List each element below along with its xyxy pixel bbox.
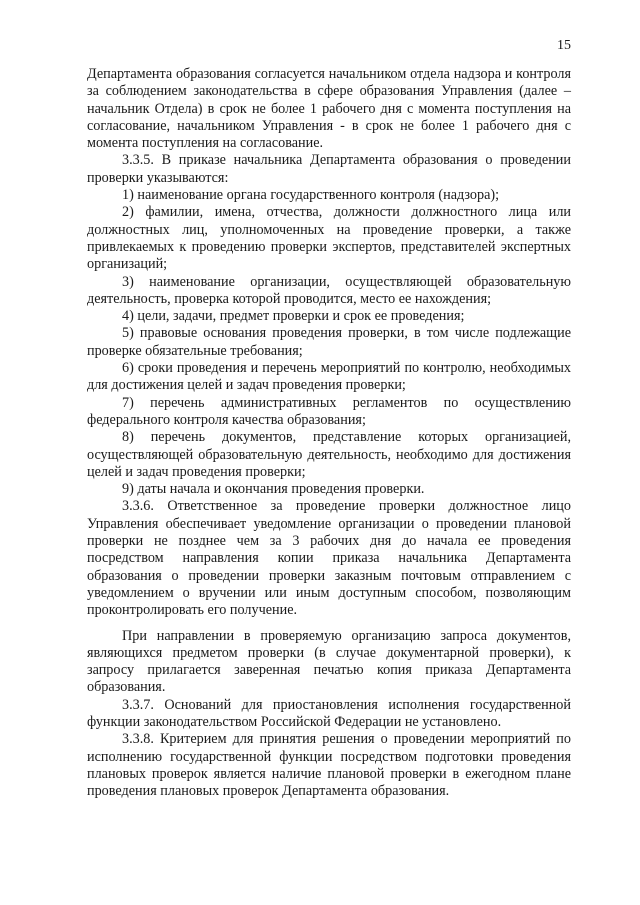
list-item-6: 6) сроки проведения и перечень мероприятий по контролю, необходимых для достижения целей и задач проведения проверки; [87, 360, 571, 394]
list-item-4: 4) цели, задачи, предмет проверки и срок ее проведения; [122, 308, 465, 325]
list-item-5: 5) правовые основания проведения проверки, в том числе подлежащие проверке обязательные требования; [87, 325, 571, 359]
paragraph-continuation: Департамента образования согласуется начальником отдела надзора и контроля за соблюдением законодательства в сфере образования Управления (далее – начальник Отдела) в срок не более 1 рабочего дня с момента поступления на согласование, начальником Управления - в срок не более 1 рабочего дня с момента поступления на согласование. [87, 66, 571, 152]
paragraph-document-request: При направлении в проверяемую организацию запроса документов, являющихся предметом проверки (в случае документарной проверки), к запросу прилагается заверенная печатью копия приказа Департамента образования. [87, 627, 571, 696]
page-number: 15 [557, 38, 571, 53]
list-item-9: 9) даты начала и окончания проведения проверки. [122, 481, 425, 498]
paragraph-3-3-5: 3.3.5. В приказе начальника Департамента образования о проведении проверки указываются: [87, 152, 571, 186]
document-body [87, 66, 571, 800]
list-item-1: 1) наименование органа государственного контроля (надзора); [122, 187, 500, 204]
list-item-2: 2) фамилии, имена, отчества, должности должностного лица или должностных лиц, уполномоченных на проведение проверки, а также привлекаемых к проведению проверки экспертов, представителей экспертных организаций; [87, 204, 571, 273]
paragraph-3-3-7: 3.3.7. Оснований для приостановления исполнения государственной функции законодательством Российской Федерации не установлено. [87, 696, 571, 730]
paragraph-3-3-8: 3.3.8. Критерием для принятия решения о проведении мероприятий по исполнению государственной функции посредством подготовки проведения плановых проверок является наличие плановой проверки в ежегодном плане проведения плановых проверок Департамента образования. [87, 731, 571, 800]
paragraph-3-3-6: 3.3.6. Ответственное за проведение проверки должностное лицо Управления обеспечивает уведомление организации о проведении плановой проверки не позднее чем за 3 рабочих дня до начала ее проведения посредством направления копии приказа начальника Департамента образования о проведении проверки заказным почтовым отправлением с уведомлением о вручении или иным доступным способом, позволяющим проконтролировать его получение. [87, 498, 571, 619]
list-item-8: 8) перечень документов, представление которых организацией, осуществляющей образовательную деятельность, необходимо для достижения целей и задач проведения проверки; [87, 429, 571, 480]
list-item-3: 3) наименование организации, осуществляющей образовательную деятельность, проверка которой проводится, место ее нахождения; [87, 273, 571, 307]
list-item-7: 7) перечень административных регламентов по осуществлению федерального контроля качества образования; [87, 394, 571, 428]
